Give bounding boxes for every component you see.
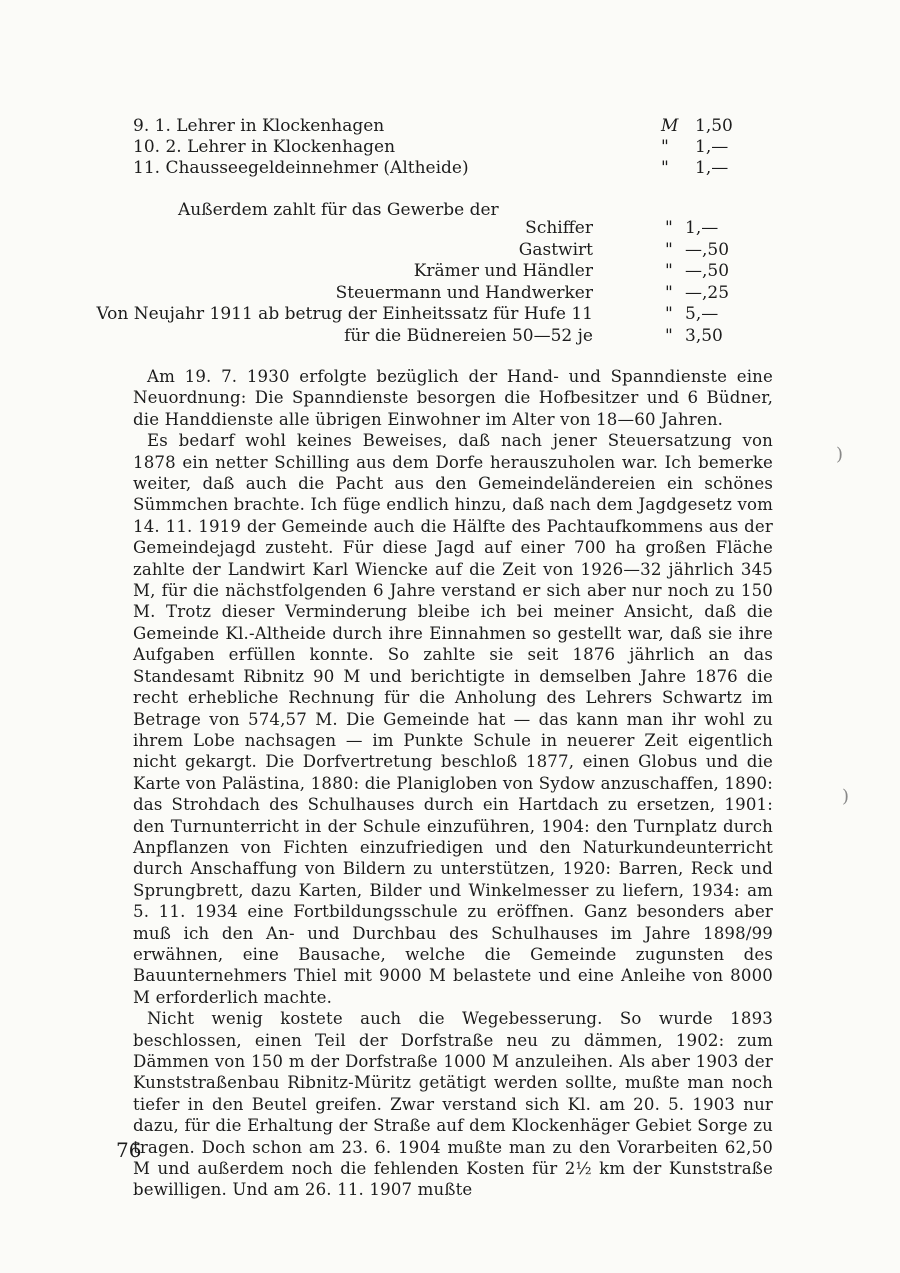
trade-unit: " [665, 282, 673, 303]
trade-label: Schiffer [525, 218, 593, 238]
trade-label: Gastwirt [518, 239, 593, 260]
fee-list [133, 116, 743, 179]
fee-unit: " [661, 158, 669, 178]
trade-label: Steuermann und Handwerker [335, 282, 593, 303]
trade-amount: 3,50 [685, 325, 723, 346]
fee-label: 10. 2. Lehrer in Klockenhagen [133, 137, 396, 157]
trade-amount: —,50 [685, 261, 730, 281]
margin-mark: ) [836, 444, 844, 465]
fee-row [133, 137, 743, 158]
trade-row [133, 283, 743, 305]
trade-unit: " [665, 304, 673, 324]
trade-label: Krämer und Händler [413, 261, 593, 281]
trade-unit: " [665, 218, 673, 238]
trade-row [133, 326, 743, 348]
fee-amount: 1,— [695, 158, 729, 178]
trade-unit: " [665, 325, 673, 346]
trade-label: für die Büdnereien 50—52 je [344, 325, 593, 346]
trade-unit: " [665, 261, 673, 281]
fee-unit: M [661, 116, 679, 136]
paragraph: Es bedarf wohl keines Beweises, daß nach jener Steuersatzung von 1878 ein netter Schilling aus dem Dorfe herauszuholen war. Ich bemerke weiter, daß auch die Pacht aus den Gemeindeländereien ein schönes Sümmchen brachte. Ich füge endlich hinzu, daß nach dem Jagdgesetz vom 14. 11. 1919 der Gemeinde auch die Hälfte des Pachtaufkommens aus der Gemeindejagd zusteht. Für diese Jagd auf einer 700 ha großen Fläche zahlte der Landwirt Karl Wiencke auf die Zeit von 1926—32 jährlich 345 M, für die nächstfolgenden 6 Jahre verstand er sich aber nur noch zu 150 M. Trotz dieser Verminderung bleibe ich bei meiner Ansicht, daß die Gemeinde Kl.-Altheide durch ihre Einnahmen so gestellt war, daß sie ihre Aufgaben erfüllen konnte. So zahlte sie seit 1876 jährlich an das Standesamt Ribnitz 90 M und berichtigte in demselben Jahre 1876 die recht erhebliche Rechnung für die Anholung des Lehrers Schwartz im Betrage von 574,57 M. Die Gemeinde hat — das kann man ihr wohl zu ihrem Lobe nachsagen — im Punkte Schule in neuerer Zeit eigentlich nicht gekargt. Die Dorfvertretung beschloß 1877, einen Globus und die Karte von Palästina, 1880: die Planigloben von Sydow anzuschaffen, 1890: das Strohdach des Schulhauses durch ein Hartdach zu ersetzen, 1901: den Turnunterricht in der Schule einzuführen, 1904: den Turnplatz durch Anpflanzen von Fichten einzufriedigen und den Naturkundeunterricht durch Anschaffung von Bildern zu unterstützen, 1920: Barren, Reck und Sprungbrett, dazu Karten, Bilder und Winkelmesser zu liefern, 1934: am 5. 11. 1934 eine Fortbildungsschule zu eröffnen. Ganz besonders aber muß ich den An- und Durchbau des Schulhauses im Jahre 1898/99 erwähnen, eine Bausache, welche die Gemeinde zugunsten des Bauunternehmers Thiel mit 9000 M belastete und eine Anleihe von 8000 M erforderlich machte. [133, 431, 773, 1007]
trade-unit: " [665, 239, 673, 260]
fee-label: 11. Chausseegeldeinnehmer (Altheide) [133, 158, 469, 178]
fee-amount: 1,— [695, 137, 729, 157]
fee-label: 9. 1. Lehrer in Klockenhagen [133, 116, 385, 136]
trade-row [133, 240, 743, 262]
trade-row [96, 304, 743, 326]
trade-amount: 1,— [685, 218, 719, 238]
fee-amount: 1,50 [695, 116, 733, 136]
trade-row [133, 261, 743, 283]
margin-mark: ) [842, 786, 850, 807]
fee-row [133, 116, 743, 137]
body-text [133, 366, 773, 1201]
trade-amount: —,50 [685, 239, 730, 260]
trade-intro: Außerdem zahlt für das Gewerbe der [178, 200, 499, 220]
fee-row [133, 158, 743, 179]
trade-row [133, 218, 743, 240]
page-number: 76 [116, 1138, 142, 1162]
trade-label: Von Neujahr 1911 ab betrug der Einheitssatz für Hufe 11 [96, 304, 593, 324]
paragraph: Nicht wenig kostete auch die Wegebesserung. So wurde 1893 beschlossen, einen Teil der Dorfstraße neu zu dämmen, 1902: zum Dämmen von 150 m der Dorfstraße 1000 M anzuleihen. Als aber 1903 der Kunststraßenbau Ribnitz-Müritz getätigt werden sollte, mußte man noch tiefer in den Beutel greifen. Zwar verstand sich Kl. am 20. 5. 1903 nur dazu, für die Erhaltung der Straße auf dem Klockenhäger Gebiet Sorge zu tragen. Doch schon am 23. 6. 1904 mußte man zu den Vorarbeiten 62,50 M und außerdem noch die fehlenden Kosten für 2½ km der Kunststraße bewilligen. Und am 26. 11. 1907 mußte [133, 1009, 773, 1200]
trade-amount: 5,— [685, 304, 719, 324]
fee-unit: " [661, 137, 669, 157]
trade-amount: —,25 [685, 282, 730, 303]
trade-fee-list [96, 218, 743, 347]
paragraph: Am 19. 7. 1930 erfolgte bezüglich der Hand- und Spanndienste eine Neuordnung: Die Spanndienste besorgen die Hofbesitzer und 6 Büdner, die Handdienste alle übrigen Einwohner im Alter von 18—60 Jahren. [133, 367, 773, 429]
